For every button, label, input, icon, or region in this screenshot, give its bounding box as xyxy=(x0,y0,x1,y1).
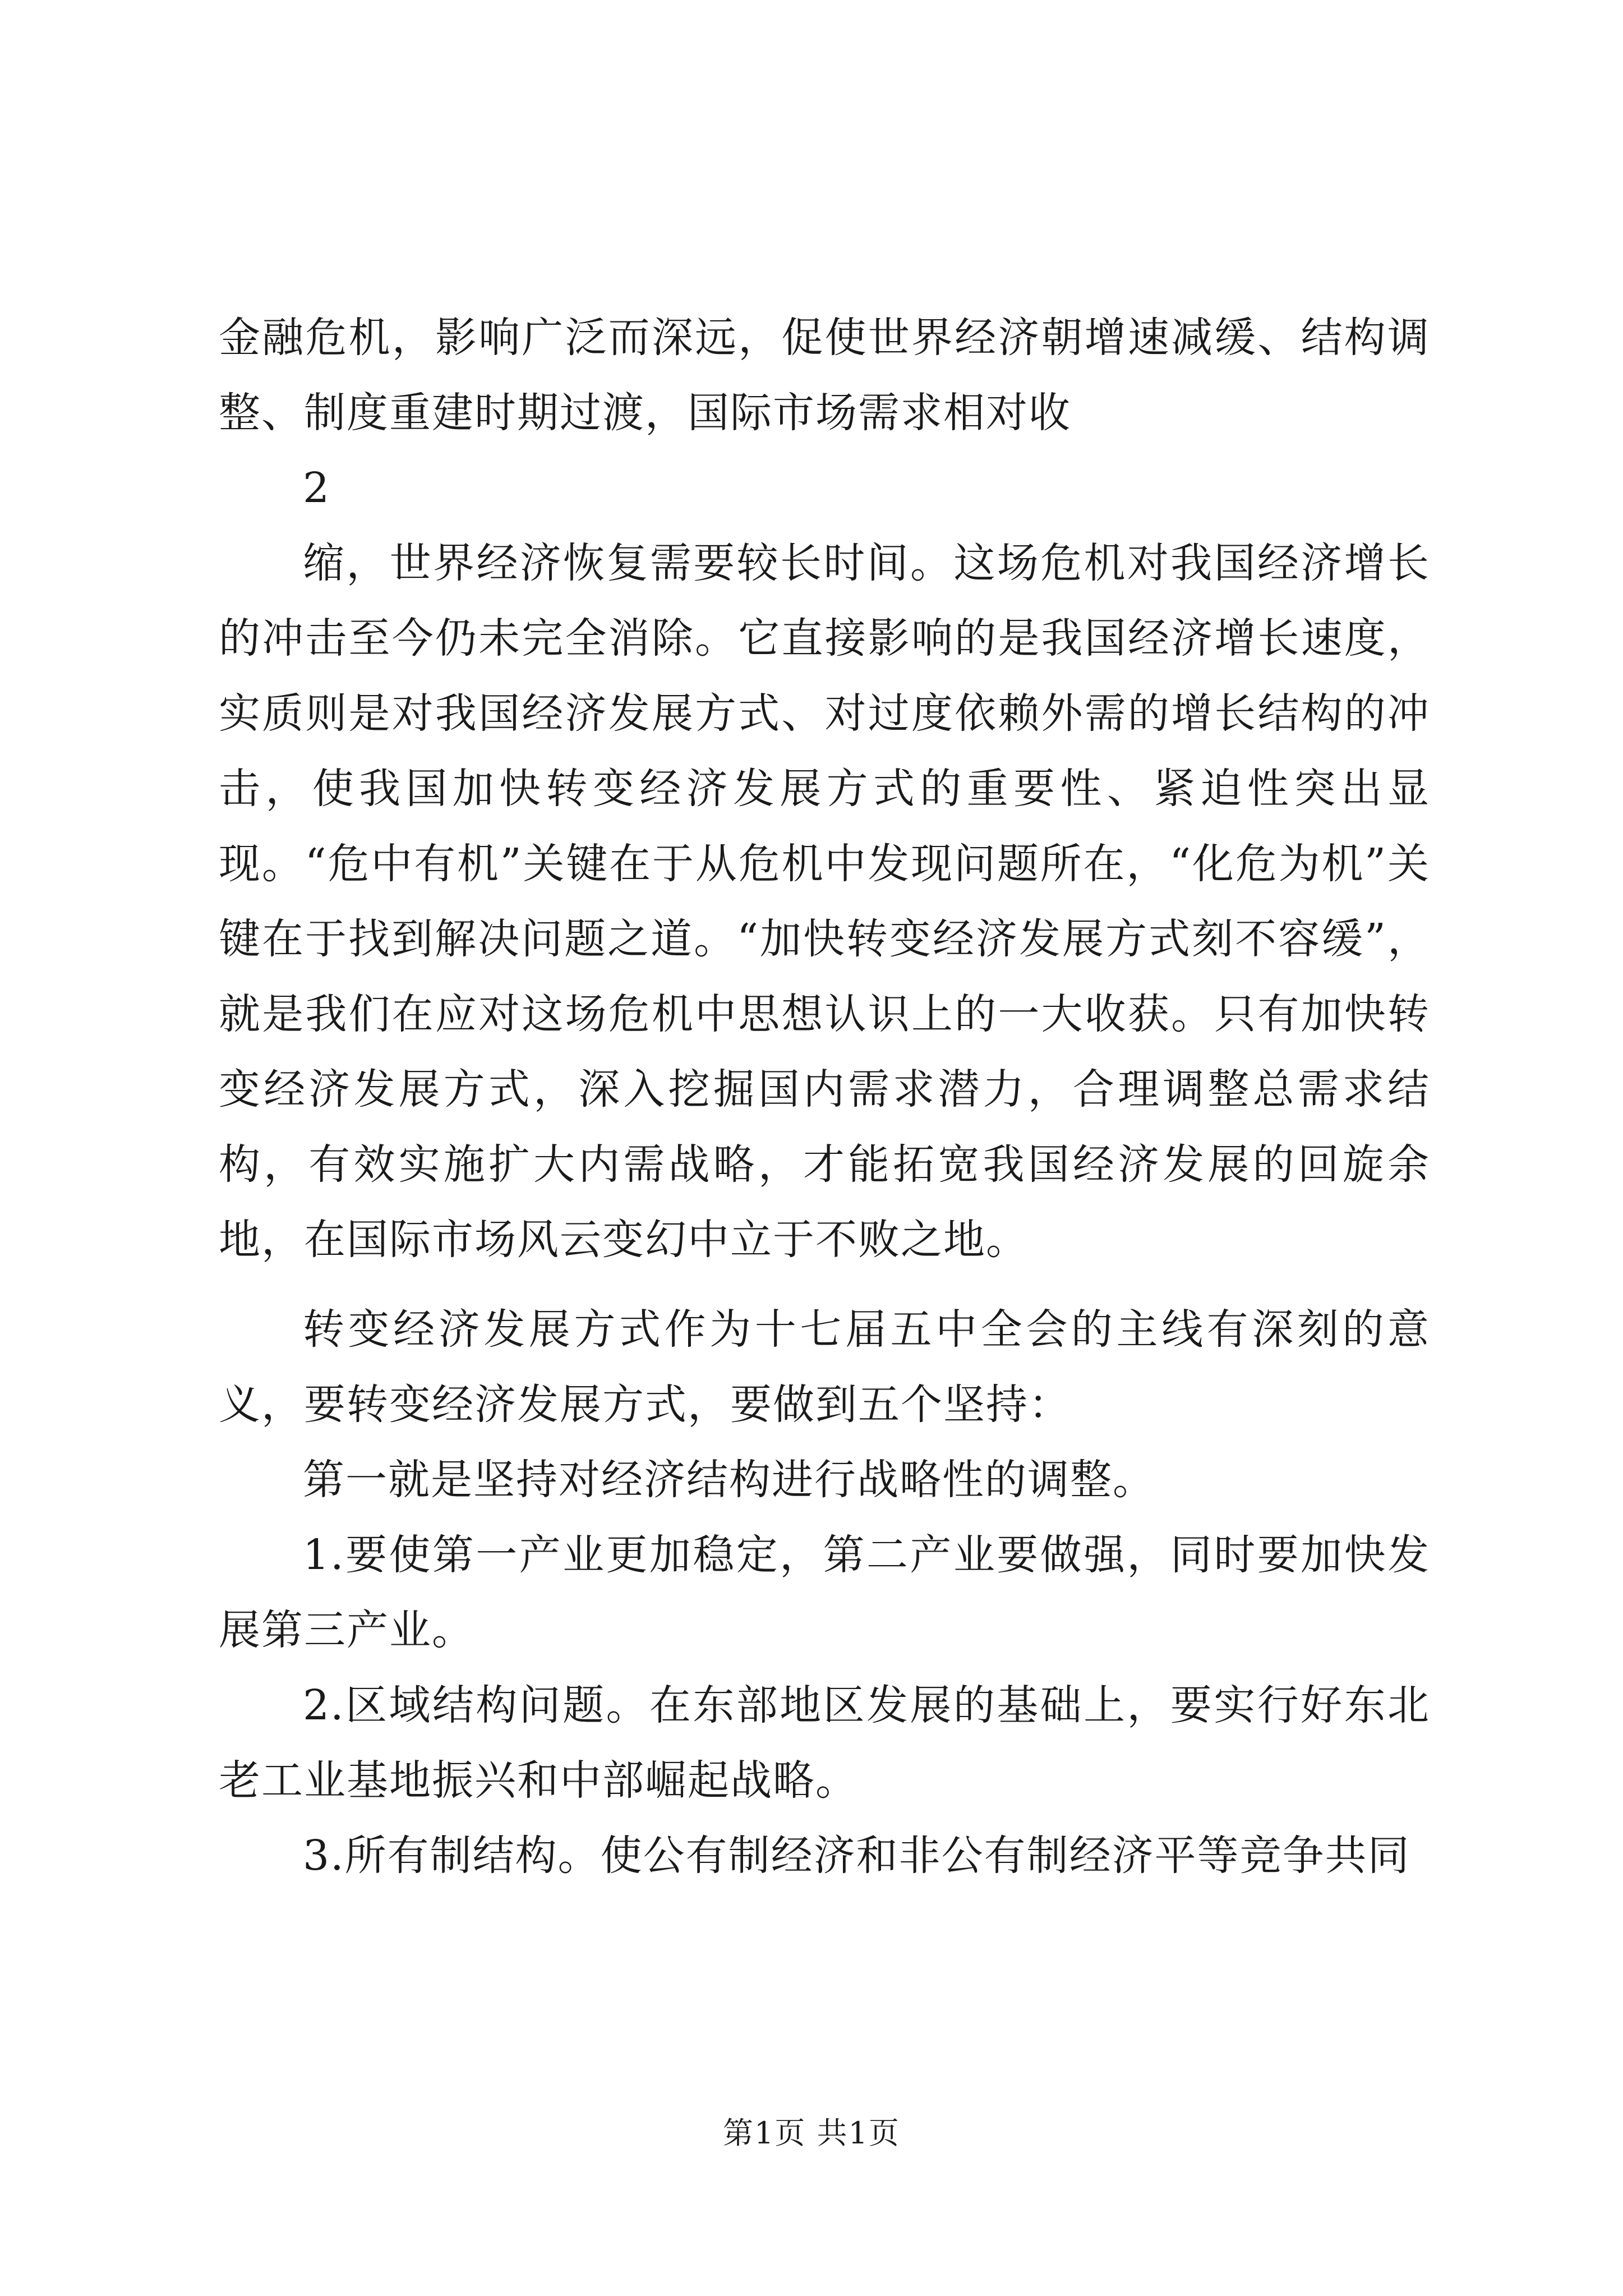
paragraph-crisis-impact: 缩，世界经济恢复需要较长时间。这场危机对我国经济增长的冲击至今仍未完全消除。它直接影响的是我国经济增长速度，实质则是对我国经济发展方式、对过度依赖外需的增长结构的冲击，使我国加快转变经济发展方式的重要性、紧迫性突出显现。“危中有机”关键在于从危机中发现问题所在，“化危为机”关键在于找到解决问题之道。“加快转变经济发展方式刻不容缓”，就是我们在应对这场危机中思想认识上的一大收获。只有加快转变经济发展方式，深入挖掘国内需求潜力，合理调整总需求结构，有效实施扩大内需战略，才能拓宽我国经济发展的回旋余地，在国际市场风云变幻中立于不败之地。 xyxy=(219,539,1430,1264)
list-item-regional: 2.区域结构问题。在东部地区发展的基础上，要实行好东北老工业基地振兴和中部崛起战略。 xyxy=(219,1681,1430,1805)
page-number-marker: 2 xyxy=(303,464,331,512)
paragraph-five-persistences: 转变经济发展方式作为十七届五中全会的主线有深刻的意义，要转变经济发展方式，要做到五个坚持： xyxy=(219,1305,1430,1429)
list-item-industry: 1.要使第一产业更加稳定，第二产业要做强，同时要加快发展第三产业。 xyxy=(219,1531,1430,1654)
page-footer: 第1页 共1页 xyxy=(723,2115,900,2151)
list-item-ownership: 3.所有制结构。使公有制经济和非公有制经济平等竞争共同 xyxy=(303,1832,1410,1880)
paragraph-continuation: 金融危机，影响广泛而深远，促使世界经济朝增速减缓、结构调整、制度重建时期过渡，国际市场需求相对收 xyxy=(219,314,1430,437)
paragraph-first-persistence: 第一就是坚持对经济结构进行战略性的调整。 xyxy=(303,1456,1155,1504)
document-body xyxy=(219,300,1430,1893)
